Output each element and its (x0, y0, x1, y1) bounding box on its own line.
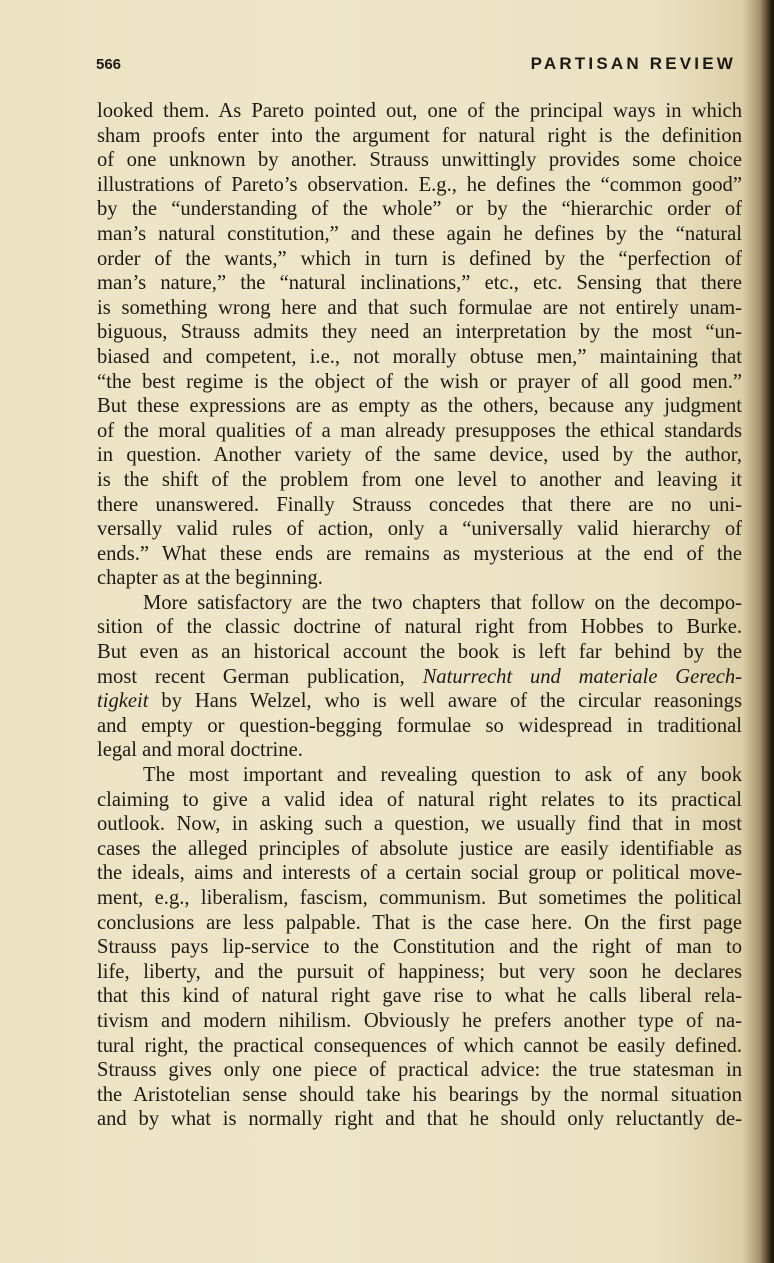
text-line: sham proofs enter into the argument for natural right is the definition (97, 124, 742, 147)
text-line-with-title (97, 665, 742, 690)
text-line: Strauss gives only one piece of practical advice: the true statesman in (97, 1059, 742, 1082)
text-line: by the “understanding of the whole” or by the “hierarchic order of (97, 198, 742, 221)
text-line: “the best regime is the object of the wish or prayer of all good men.” (97, 370, 742, 393)
text-line: cases the alleged principles of absolute justice are easily identifiable as (97, 837, 742, 860)
paragraph-2 (97, 591, 742, 763)
text-line: tivism and modern nihilism. Obviously he prefers another type of na- (97, 1009, 742, 1032)
page-header (96, 54, 740, 80)
text-line: But even as an historical account the book is left far behind by the (97, 641, 742, 664)
paragraph-3 (97, 763, 742, 1132)
text-line: outlook. Now, in asking such a question, we usually find that in most (97, 813, 742, 836)
text-line: man’s nature,” the “natural inclinations,” etc., etc. Sensing that there (97, 272, 742, 295)
text-line: But these expressions are as empty as the others, because any judgment (97, 395, 742, 418)
running-head: PARTISAN REVIEW (530, 54, 736, 73)
book-title: Naturrecht und materiale Gerech- (422, 665, 742, 688)
text-line: conclusions are less palpable. That is the case here. On the first page (97, 911, 742, 934)
text-line: is the shift of the problem from one level to another and leaving it (97, 468, 742, 491)
text-line: of one unknown by another. Strauss unwittingly provides some choice (97, 149, 742, 172)
book-spine-shadow (760, 0, 774, 1263)
book-title-continued: tigkeit (97, 690, 149, 713)
text-line: chapter as at the beginning. (97, 567, 323, 590)
text-line: claiming to give a valid idea of natural right relates to its practical (97, 788, 742, 811)
text-line: Strauss pays lip-service to the Constitution and the right of man to (97, 936, 742, 959)
page-number: 566 (96, 56, 122, 73)
text-line: looked them. As Pareto pointed out, one of the principal ways in which (97, 100, 742, 122)
text-fragment: most recent German publication, (97, 665, 423, 688)
body-text (97, 99, 742, 1132)
text-line: versally valid rules of action, only a “universally valid hierarchy of (97, 518, 742, 541)
text-line: sition of the classic doctrine of natural right from Hobbes to Burke. (97, 616, 742, 639)
text-line: man’s natural constitution,” and these again he defines by the “natural (97, 222, 742, 245)
text-line: the Aristotelian sense should take his bearings by the normal situation (97, 1083, 742, 1106)
text-line: order of the wants,” which in turn is defined by the “perfection of (97, 247, 742, 270)
text-line: and empty or question-begging formulae so widespread in traditional (97, 714, 742, 737)
text-line: biguous, Strauss admits they need an interpretation by the most “un- (97, 321, 742, 344)
text-line: ends.” What these ends are remains as mysterious at the end of the (97, 542, 742, 565)
text-line: life, liberty, and the pursuit of happiness; but very soon he declares (97, 960, 742, 983)
text-line: and by what is normally right and that he should only reluctantly de- (97, 1108, 742, 1131)
text-line: the ideals, aims and interests of a certain social group or political move- (97, 862, 742, 885)
text-line: The most important and revealing question to ask of any book (143, 764, 742, 787)
text-line: illustrations of Pareto’s observation. E.g., he defines the “common good” (97, 173, 742, 196)
text-line: biased and competent, i.e., not morally obtuse men,” maintaining that (97, 345, 742, 368)
text-line: of the moral qualities of a man already presupposes the ethical standards (97, 419, 742, 442)
text-line: there unanswered. Finally Strauss concedes that there are no uni- (97, 493, 742, 516)
paragraph-1 (97, 99, 742, 591)
text-line: that this kind of natural right gave rise to what he calls liberal rela- (97, 985, 742, 1008)
text-line: is something wrong here and that such formulae are not entirely unam- (97, 296, 742, 319)
text-line-with-title (97, 689, 742, 714)
text-line: in question. Another variety of the same device, used by the author, (97, 444, 742, 467)
text-line: ment, e.g., liberalism, fascism, communism. But sometimes the political (97, 887, 742, 909)
text-line: tural right, the practical consequences of which cannot be easily defined. (97, 1034, 742, 1057)
text-line: legal and moral doctrine. (97, 739, 303, 762)
text-fragment: by Hans Welzel, who is well aware of the circular reasonings (148, 690, 742, 713)
text-line: More satisfactory are the two chapters that follow on the decompo- (143, 591, 742, 614)
